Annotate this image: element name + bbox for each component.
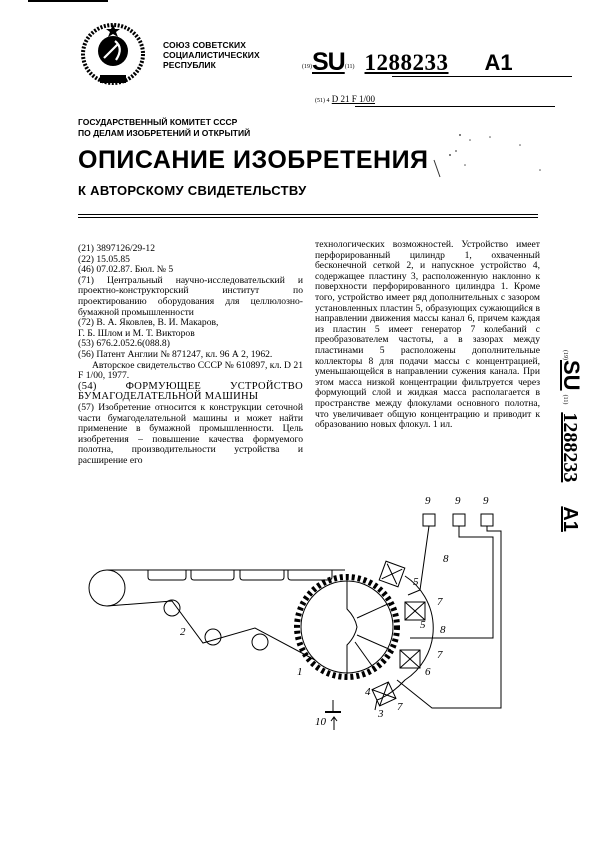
country-code: SU xyxy=(312,48,345,76)
prior-art-patent: (56) Патент Англии № 871247, кл. 96 А 2, 1962. xyxy=(78,348,273,360)
figure-label: 10 xyxy=(315,716,326,728)
guide-roll xyxy=(205,629,221,645)
ipc-classification xyxy=(315,94,375,104)
wire-return xyxy=(107,601,315,660)
side-publication-number xyxy=(546,350,586,690)
figure-label: 8 xyxy=(440,624,446,636)
abstract-start: (57) Изобретение относится к конструкции сеточной части бумагоделательной машины и может найти применение в бумажной промышленности. Цель изобретения – повышение качества формуемого полотна, производительности устройства и расширение его xyxy=(78,401,303,466)
tank xyxy=(453,514,465,526)
publication-number xyxy=(302,48,562,77)
applicant: (71) Центральный научно-исследовательский и проектно-конструкторский институт по проектированию оборудования для целлюлозно-бумажной промышленности xyxy=(78,274,303,318)
bibliographic-data xyxy=(78,244,303,466)
application-number: (21) 3897126/29-12 xyxy=(78,243,156,254)
state-line: СОЦИАЛИСТИЧЕСКИХ xyxy=(163,50,260,60)
number-tag: (11) xyxy=(344,64,355,70)
figure-label: 1 xyxy=(297,666,303,678)
tank xyxy=(423,514,435,526)
suction-boxes xyxy=(148,570,332,580)
inventors-line: Г. Б. Шлом и М. Т. Викторов xyxy=(78,327,195,339)
figure-label: 8 xyxy=(443,553,449,565)
figure-label: 7 xyxy=(397,701,403,713)
guide-roll xyxy=(252,634,268,650)
filing-date: (22) 15.05.85 xyxy=(78,253,130,265)
flow-arrow-icon xyxy=(331,717,337,730)
udc-code: (53) 676.2.052.6(088.8) xyxy=(78,338,170,350)
drive-roll xyxy=(89,570,125,606)
figure-label: 2 xyxy=(180,626,186,638)
ipc-tag: (51) 4 xyxy=(315,98,330,104)
prior-art-certificate: Авторское свидетельство СССР № 610897, кл. D 21 F 1/00, 1977. xyxy=(78,359,303,382)
document-title: ОПИСАНИЕ ИЗОБРЕТЕНИЯ xyxy=(78,146,429,174)
figure-label: 6 xyxy=(425,666,431,678)
state-line: СОЮЗ СОВЕТСКИХ xyxy=(163,40,247,50)
divider xyxy=(78,214,538,215)
ussr-coat-of-arms-icon xyxy=(80,22,146,88)
faded-stamp-mark xyxy=(420,115,560,185)
figure-label: 7 xyxy=(437,649,443,661)
state-line: РЕСПУБЛИК xyxy=(163,60,216,70)
committee-name xyxy=(78,117,250,139)
collector-pipe xyxy=(408,526,429,595)
committee-line: ГОСУДАРСТВЕННЫЙ КОМИТЕТ СССР xyxy=(78,117,238,127)
tank xyxy=(481,514,493,526)
figure-label: 9 xyxy=(425,495,431,507)
committee-line: ПО ДЕЛАМ ИЗОБРЕТЕНИЙ И ОТКРЫТИЙ xyxy=(78,128,251,138)
figure-label: 5 xyxy=(413,576,419,588)
country-code: SU xyxy=(559,360,584,391)
patent-number: 1288233 xyxy=(364,50,449,75)
figure-label: 9 xyxy=(455,495,461,507)
publication-date: (46) 07.02.87. Бюл. № 5 xyxy=(78,264,174,276)
figure-label: 9 xyxy=(483,495,489,507)
abstract-continued xyxy=(315,240,540,431)
divider xyxy=(355,106,555,107)
country-code-tag: (19) xyxy=(302,64,312,70)
invention-title: (54) ФОРМУЮЩЕЕ УСТРОЙСТВО БУМАГОДЕЛАТЕЛЬНОЙ МАШИНЫ xyxy=(78,380,303,403)
ipc-value: D 21 F 1/00 xyxy=(331,94,376,104)
internal-frame xyxy=(347,579,357,679)
figure-label: 7 xyxy=(437,596,443,608)
state-name xyxy=(163,40,260,70)
top-edge-rule xyxy=(28,0,108,2)
inventors-line: (72) В. А. Яковлев, В. И. Макаров, xyxy=(78,317,219,329)
technical-drawing xyxy=(75,490,545,735)
figure-label: 3 xyxy=(378,708,384,720)
number-tag: (11) xyxy=(562,394,568,405)
figure-label: 5 xyxy=(420,619,426,631)
kind-code: A1 xyxy=(484,50,513,75)
document-subtitle: К АВТОРСКОМУ СВИДЕТЕЛЬСТВУ xyxy=(78,183,307,198)
country-code-tag: (19) xyxy=(562,350,568,360)
abstract-text: технологических возможностей. Устройство имеет перфорированный цилиндр 1, охваченный бесконечной сеткой 2, и напускное устройство 4, содержащее пластину 3, расположенную наклонно к поверхности перфорированного цилиндра 1. Кроме того, устройство имеет ряд дополнительных с зазором установленных пластин 5, образующих сужающийся в направлении движения массы канал 6, причем каждая из пластин 5 имеет генератор 7 колебаний с преобразователем частоты, а в зазорах между пластинами 5 расположены дополнительные коллекторы 8 для подачи массы с концентрацией, уменьшающейся в направлении сужения канала. При этом масса низкой концентрации фильтруется через формующий слой и жидкая масса располагается в пространстве между флокулами основного полотна, что увеличивает общую концентрацию и приводит к образованию новых флокул. 1 ил. xyxy=(315,239,540,431)
divider xyxy=(78,217,538,218)
divider xyxy=(392,76,572,77)
patent-number: 1288233 xyxy=(559,412,581,483)
figure-label: 4 xyxy=(365,686,371,698)
collector-pipe xyxy=(397,526,501,708)
kind-code: A1 xyxy=(559,506,581,532)
